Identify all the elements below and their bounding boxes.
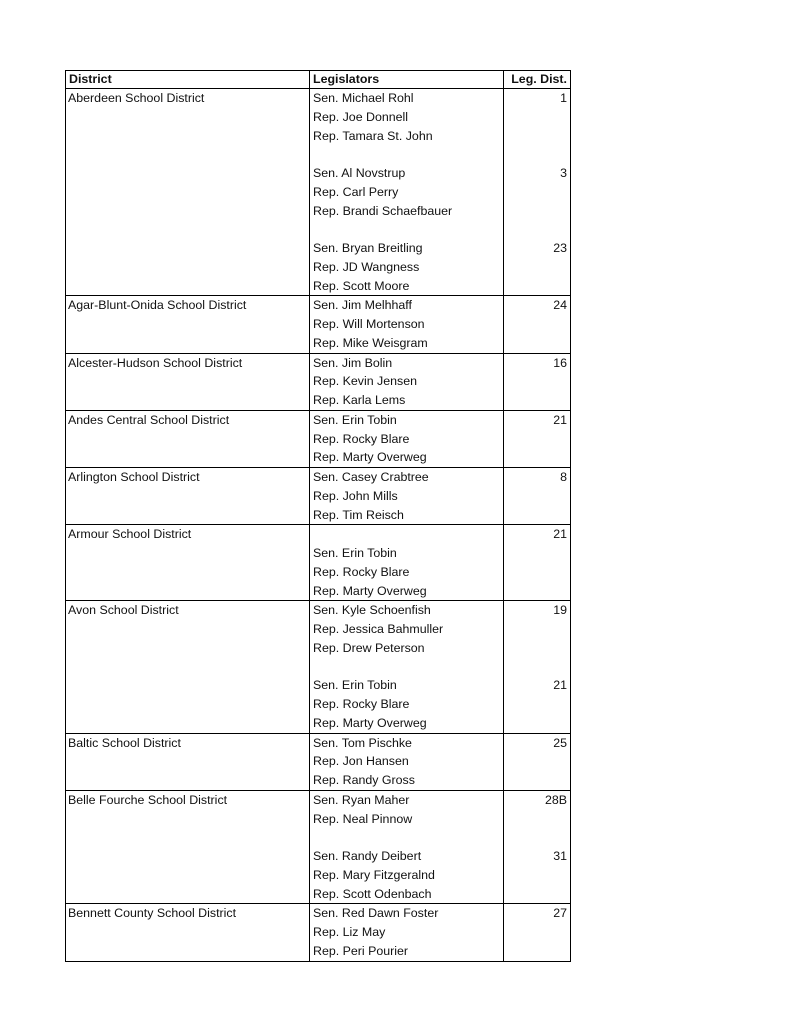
table-row <box>66 525 571 601</box>
leg-dist-cell <box>504 410 571 467</box>
blank-line <box>504 372 570 391</box>
table-row <box>66 410 571 467</box>
legislative-district-number: 27 <box>553 906 567 921</box>
legislator-name: Rep. Neal Pinnow <box>313 811 413 826</box>
legislator-name: Rep. Drew Peterson <box>313 640 425 655</box>
blank-line <box>504 658 570 677</box>
leg-dist-cell <box>504 601 571 733</box>
legislator-name: Rep. Will Mortenson <box>313 317 425 331</box>
blank-line <box>310 525 503 544</box>
blank-line <box>504 258 570 277</box>
legislator-name: Sen. Kyle Schoenfish <box>313 603 431 618</box>
district-column-header: District <box>66 71 310 89</box>
blank-line <box>504 544 570 563</box>
legislative-district-number: 21 <box>553 527 567 542</box>
header-row <box>66 71 571 89</box>
legislative-district-number: 21 <box>553 678 567 693</box>
blank-line <box>504 315 570 334</box>
legislator-name: Rep. Mike Weisgram <box>313 335 428 350</box>
blank-line <box>504 752 570 771</box>
leg-dist-cell <box>504 525 571 601</box>
legislator-name: Rep. Rocky Blare <box>313 564 410 579</box>
legislator-name: Sen. Michael Rohl <box>313 91 414 105</box>
legislative-district-number: 24 <box>553 298 567 313</box>
blank-line <box>310 828 503 847</box>
legislative-district-number: 28B <box>544 792 567 807</box>
table-row <box>66 89 571 296</box>
legislative-district-number: 25 <box>553 735 567 750</box>
school-district-cell <box>66 790 310 904</box>
legislative-district-number: 21 <box>553 412 567 427</box>
legislator-name: Sen. Red Dawn Foster <box>313 906 439 921</box>
legislator-name: Rep. Randy Gross <box>313 773 415 787</box>
blank-line <box>504 391 570 410</box>
legislator-name: Rep. JD Wangness <box>313 259 420 274</box>
blank-line <box>504 277 570 296</box>
legislators-cell <box>310 601 504 733</box>
legislator-name: Sen. Al Novstrup <box>313 166 406 180</box>
school-district-name: Agar-Blunt-Onida School District <box>68 298 247 313</box>
table-row <box>66 790 571 904</box>
leg-dist-cell <box>504 296 571 353</box>
blank-line <box>504 695 570 714</box>
legislator-name: Rep. Scott Odenbach <box>313 886 432 901</box>
legislators-cell <box>310 410 504 467</box>
school-district-cell <box>66 904 310 961</box>
school-district-cell <box>66 525 310 601</box>
legislator-name: Sen. Erin Tobin <box>313 678 397 693</box>
legislative-district-number: 19 <box>553 603 567 618</box>
table-row <box>66 468 571 525</box>
legislator-name: Rep. Tim Reisch <box>313 507 404 522</box>
legislator-name: Rep. John Mills <box>313 488 398 503</box>
legislators-table <box>65 70 571 962</box>
blank-line <box>504 923 570 942</box>
legislator-name: Rep. Kevin Jensen <box>313 374 418 389</box>
legislator-name: Sen. Erin Tobin <box>313 412 397 427</box>
blank-line <box>504 506 570 525</box>
table-row <box>66 904 571 961</box>
school-district-name: Baltic School District <box>68 735 181 750</box>
legislative-district-number: 1 <box>560 91 567 105</box>
legislator-name: Sen. Erin Tobin <box>313 546 397 560</box>
blank-line <box>310 658 503 677</box>
leg-dist-cell <box>504 733 571 790</box>
school-district-cell <box>66 296 310 353</box>
blank-line <box>504 810 570 829</box>
legislator-name: Rep. Jessica Bahmuller <box>313 622 444 636</box>
legislator-name: Rep. Peri Pourier <box>313 943 409 958</box>
school-district-cell <box>66 733 310 790</box>
legislator-name: Rep. Jon Hansen <box>313 754 409 769</box>
table-body <box>66 89 571 962</box>
legislators-cell <box>310 468 504 525</box>
school-district-name: Aberdeen School District <box>68 91 205 105</box>
table-row <box>66 296 571 353</box>
legislators-cell <box>310 296 504 353</box>
blank-line <box>504 942 570 961</box>
blank-line <box>504 127 570 146</box>
legislators-cell <box>310 733 504 790</box>
legislator-name: Rep. Rocky Blare <box>313 697 410 711</box>
table-row <box>66 733 571 790</box>
blank-line <box>504 487 570 506</box>
legislative-district-number: 3 <box>560 166 567 180</box>
legislator-name: Rep. Mary Fitzgeralnd <box>313 867 435 882</box>
leg-dist-column-header: Leg. Dist. <box>504 71 571 89</box>
legislative-district-number: 23 <box>553 241 567 255</box>
school-district-cell <box>66 89 310 296</box>
blank-line <box>504 334 570 353</box>
school-district-cell <box>66 410 310 467</box>
school-district-name: Arlington School District <box>68 470 200 484</box>
legislator-name: Rep. Marty Overweg <box>313 715 427 730</box>
school-district-cell <box>66 468 310 525</box>
legislator-name: Rep. Carl Perry <box>313 184 399 199</box>
legislator-name: Sen. Ryan Maher <box>313 792 410 807</box>
blank-line <box>310 145 503 164</box>
blank-line <box>504 202 570 221</box>
legislator-name: Rep. Tamara St. John <box>313 128 433 143</box>
leg-dist-cell <box>504 468 571 525</box>
leg-dist-cell <box>504 89 571 296</box>
blank-line <box>504 620 570 639</box>
school-district-name: Andes Central School District <box>68 412 230 427</box>
blank-line <box>504 183 570 202</box>
blank-line <box>504 828 570 847</box>
leg-dist-cell <box>504 353 571 410</box>
legislator-name: Sen. Randy Deibert <box>313 849 422 863</box>
legislator-name: Rep. Scott Moore <box>313 278 410 293</box>
leg-dist-cell <box>504 904 571 961</box>
school-district-name: Alcester-Hudson School District <box>68 355 243 370</box>
blank-line <box>504 448 570 467</box>
legislator-name: Sen. Tom Pischke <box>313 735 412 750</box>
school-district-name: Bennett County School District <box>68 906 237 921</box>
legislative-district-number: 8 <box>560 470 567 484</box>
table-row <box>66 353 571 410</box>
school-district-name: Avon School District <box>68 603 179 618</box>
blank-line <box>504 866 570 885</box>
blank-line <box>504 430 570 449</box>
legislator-name: Rep. Liz May <box>313 925 386 939</box>
legislator-name: Sen. Bryan Breitling <box>313 241 423 255</box>
legislative-district-number: 16 <box>553 355 567 370</box>
blank-line <box>504 885 570 904</box>
school-district-name: Armour School District <box>68 527 192 542</box>
legislators-cell <box>310 790 504 904</box>
legislator-name: Rep. Karla Lems <box>313 393 406 407</box>
leg-dist-cell <box>504 790 571 904</box>
legislators-cell <box>310 353 504 410</box>
school-district-cell <box>66 601 310 733</box>
legislators-table-sheet <box>65 70 570 962</box>
legislator-name: Sen. Casey Crabtree <box>313 470 429 484</box>
legislative-district-number: 31 <box>553 849 567 863</box>
legislators-cell <box>310 525 504 601</box>
legislators-cell <box>310 89 504 296</box>
school-district-name: Belle Fourche School District <box>68 792 228 807</box>
legislators-cell <box>310 904 504 961</box>
blank-line <box>310 220 503 239</box>
legislator-name: Rep. Joe Donnell <box>313 109 409 124</box>
legislator-name: Rep. Marty Overweg <box>313 583 427 598</box>
blank-line <box>504 771 570 790</box>
table-header <box>66 71 571 89</box>
legislator-name: Sen. Jim Bolin <box>313 355 393 370</box>
blank-line <box>504 639 570 658</box>
school-district-cell <box>66 353 310 410</box>
blank-line <box>504 582 570 601</box>
blank-line <box>504 145 570 164</box>
blank-line <box>504 714 570 733</box>
legislator-name: Rep. Rocky Blare <box>313 431 410 446</box>
table-row <box>66 601 571 733</box>
blank-line <box>504 220 570 239</box>
blank-line <box>504 108 570 127</box>
blank-line <box>504 563 570 582</box>
legislator-name: Rep. Marty Overweg <box>313 450 427 465</box>
legislator-name: Sen. Jim Melhhaff <box>313 298 412 313</box>
legislators-column-header: Legislators <box>310 71 504 89</box>
legislator-name: Rep. Brandi Schaefbauer <box>313 203 453 218</box>
